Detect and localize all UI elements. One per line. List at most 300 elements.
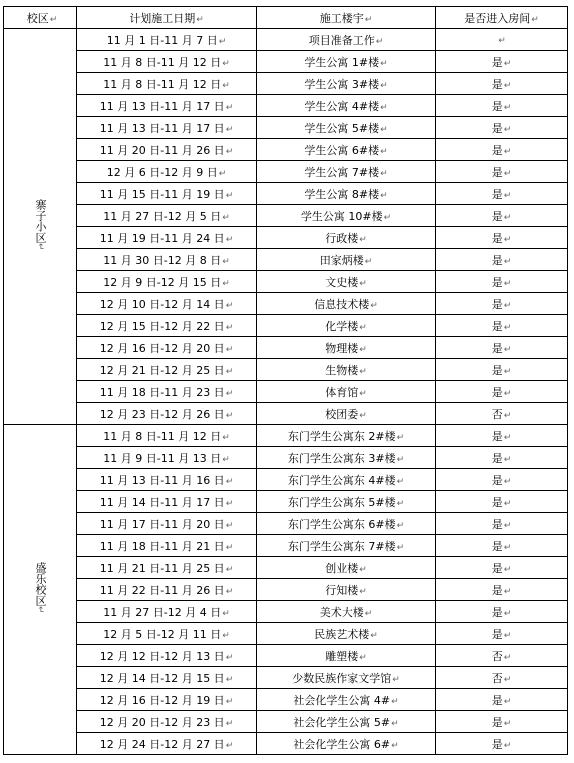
paragraph-mark: ↵ [225,740,234,751]
table-row [4,403,568,425]
paragraph-mark: ↵ [503,212,512,223]
paragraph-mark: ↵ [225,124,234,135]
enter-room-value: 是 [491,429,503,443]
planned-date: 12 月 5 日-12 月 11 日 [103,627,222,641]
paragraph-mark: ↵ [503,80,512,91]
enter-room-value: 是 [491,539,503,553]
table-row [4,359,568,381]
date-cell [77,293,257,315]
enter-room-value: 是 [491,341,503,355]
paragraph-mark: ↵ [218,168,227,179]
header-building [257,7,436,29]
planned-date: 11 月 8 日-11 月 12 日 [103,429,222,443]
table-body [4,29,568,755]
date-cell [77,337,257,359]
planned-date: 11 月 22 日-11 月 26 日 [99,583,225,597]
enter-room-cell [436,381,568,403]
building-name: 学生公寓 4#楼 [304,99,380,113]
enter-room-value: 是 [491,209,503,223]
enter-room-cell [436,139,568,161]
enter-room-value: 否 [491,407,503,421]
header-enter-room-label: 是否进入房间 [464,11,531,25]
planned-date: 11 月 15 日-11 月 19 日 [99,187,225,201]
paragraph-mark: ↵ [222,212,230,223]
paragraph-mark: ↵ [359,278,367,289]
table-row [4,689,568,711]
planned-date: 12 月 16 日-12 月 20 日 [99,341,225,355]
paragraph-mark: ↵ [503,696,512,707]
paragraph-mark: ↵ [503,190,512,201]
paragraph-mark: ↵ [218,36,227,47]
table-row [4,381,568,403]
paragraph-mark: ↵ [359,410,367,421]
construction-schedule-table [3,6,568,755]
building-cell [257,623,436,645]
paragraph-mark: ↵ [222,630,230,641]
enter-room-cell [436,29,568,51]
date-cell [77,205,257,227]
paragraph-mark: ↵ [503,146,512,157]
table-row [4,711,568,733]
building-cell [257,711,436,733]
building-cell [257,733,436,755]
paragraph-mark: ↵ [359,586,367,597]
planned-date: 12 月 16 日-12 月 19 日 [99,693,225,707]
paragraph-mark: ↵ [531,14,539,25]
enter-room-value: 是 [491,451,503,465]
paragraph-mark: ↵ [225,388,234,399]
building-cell [257,513,436,535]
planned-date: 11 月 30 日-12 月 8 日 [103,253,222,267]
enter-room-cell [436,51,568,73]
building-cell [257,183,436,205]
building-cell [257,645,436,667]
enter-room-value: 是 [491,253,503,267]
paragraph-mark: ↵ [391,696,399,707]
paragraph-mark: ↵ [35,606,45,614]
paragraph-mark: ↵ [503,586,512,597]
paragraph-mark: ↵ [503,124,512,135]
paragraph-mark: ↵ [391,718,399,729]
paragraph-mark: ↵ [222,432,230,443]
date-cell [77,469,257,491]
campus-cell [4,29,77,425]
enter-room-value: 是 [491,495,503,509]
enter-room-value: 是 [491,561,503,575]
enter-room-cell [436,227,568,249]
enter-room-cell [436,579,568,601]
date-cell [77,271,257,293]
paragraph-mark: ↵ [380,190,388,201]
enter-room-cell [436,205,568,227]
paragraph-mark: ↵ [222,608,230,619]
date-cell [77,381,257,403]
enter-room-cell [436,535,568,557]
planned-date: 11 月 18 日-11 月 23 日 [99,385,225,399]
building-cell [257,51,436,73]
enter-room-value: 是 [491,319,503,333]
campus-name: 寨子小区 [34,199,47,244]
header-date-label: 计划施工日期 [129,11,196,25]
date-cell [77,95,257,117]
paragraph-mark: ↵ [503,564,512,575]
table-row [4,183,568,205]
paragraph-mark: ↵ [225,300,234,311]
planned-date: 12 月 24 日-12 月 27 日 [99,737,225,751]
paragraph-mark: ↵ [396,476,405,487]
date-cell [77,359,257,381]
date-cell [77,623,257,645]
planned-date: 11 月 27 日-12 月 4 日 [103,605,222,619]
enter-room-value: 是 [491,77,503,91]
building-cell [257,271,436,293]
building-cell [257,315,436,337]
paragraph-mark: ↵ [225,674,234,685]
building-cell [257,337,436,359]
paragraph-mark: ↵ [380,80,388,91]
building-cell [257,359,436,381]
table-row [4,733,568,755]
enter-room-value: 是 [491,165,503,179]
paragraph-mark: ↵ [49,14,58,25]
paragraph-mark: ↵ [225,542,234,553]
building-name: 文史楼 [325,275,359,289]
paragraph-mark: ↵ [503,630,512,641]
paragraph-mark: ↵ [359,322,367,333]
planned-date: 11 月 27 日-12 月 5 日 [103,209,222,223]
planned-date: 12 月 21 日-12 月 25 日 [99,363,225,377]
planned-date: 11 月 19 日-11 月 24 日 [99,231,225,245]
table-row [4,73,568,95]
paragraph-mark: ↵ [503,542,512,553]
enter-room-value: 是 [491,605,503,619]
enter-room-value: 是 [491,627,503,641]
building-name: 体育馆 [325,385,359,399]
building-name: 雕塑楼 [325,649,359,663]
paragraph-mark: ↵ [503,300,512,311]
enter-room-cell [436,183,568,205]
paragraph-mark: ↵ [380,168,388,179]
paragraph-mark: ↵ [225,718,234,729]
paragraph-mark: ↵ [503,476,512,487]
planned-date: 12 月 15 日-12 月 22 日 [99,319,225,333]
building-name: 美术大楼 [319,605,364,619]
date-cell [77,315,257,337]
enter-room-cell [436,667,568,689]
campus-name: 盛乐校区 [34,562,47,607]
enter-room-cell [436,623,568,645]
building-name: 田家炳楼 [319,253,364,267]
planned-date: 12 月 9 日-12 月 15 日 [103,275,222,289]
building-cell [257,447,436,469]
paragraph-mark: ↵ [503,498,512,509]
paragraph-mark: ↵ [225,586,234,597]
paragraph-mark: ↵ [359,388,367,399]
planned-date: 11 月 18 日-11 月 21 日 [99,539,225,553]
enter-room-value: 是 [491,121,503,135]
date-cell [77,29,257,51]
table-row [4,469,568,491]
paragraph-mark: ↵ [391,740,399,751]
enter-room-cell [436,645,568,667]
building-name: 学生公寓 5#楼 [304,121,380,135]
enter-room-cell [436,117,568,139]
paragraph-mark: ↵ [503,652,512,663]
paragraph-mark: ↵ [503,58,512,69]
paragraph-mark: ↵ [503,102,512,113]
enter-room-value: 是 [491,231,503,245]
building-name: 民族艺术楼 [314,627,370,641]
enter-room-value: 是 [491,385,503,399]
table-row [4,293,568,315]
enter-room-cell [436,425,568,447]
building-cell [257,469,436,491]
planned-date: 11 月 13 日-11 月 17 日 [99,99,225,113]
enter-room-value: 是 [491,55,503,69]
planned-date: 11 月 14 日-11 月 17 日 [99,495,225,509]
paragraph-mark: ↵ [503,410,512,421]
table-row [4,249,568,271]
paragraph-mark: ↵ [503,454,512,465]
planned-date: 11 月 21 日-11 月 25 日 [99,561,225,575]
building-cell [257,689,436,711]
date-cell [77,161,257,183]
building-name: 学生公寓 1#楼 [304,55,380,69]
enter-room-cell [436,161,568,183]
enter-room-cell [436,271,568,293]
building-name: 学生公寓 8#楼 [304,187,380,201]
planned-date: 12 月 20 日-12 月 23 日 [99,715,225,729]
paragraph-mark: ↵ [396,520,405,531]
building-name: 信息技术楼 [314,297,370,311]
building-cell [257,139,436,161]
paragraph-mark: ↵ [370,300,378,311]
header-building-label: 施工楼宇 [319,11,364,25]
paragraph-mark: ↵ [35,243,45,251]
paragraph-mark: ↵ [225,190,234,201]
paragraph-mark: ↵ [503,608,512,619]
planned-date: 11 月 8 日-11 月 12 日 [103,55,222,69]
building-name: 学生公寓 10#楼 [300,209,383,223]
paragraph-mark: ↵ [222,58,230,69]
paragraph-mark: ↵ [498,36,506,46]
building-name: 社会化学生公寓 4# [293,693,391,707]
building-name: 东门学生公寓东 5#楼 [287,495,396,509]
paragraph-mark: ↵ [225,146,234,157]
paragraph-mark: ↵ [503,674,512,685]
enter-room-cell [436,95,568,117]
enter-room-cell [436,469,568,491]
paragraph-mark: ↵ [503,278,512,289]
building-name: 东门学生公寓东 4#楼 [287,473,396,487]
paragraph-mark: ↵ [380,58,388,69]
building-name: 物理楼 [325,341,359,355]
date-cell [77,513,257,535]
building-name: 行知楼 [325,583,359,597]
enter-room-cell [436,733,568,755]
paragraph-mark: ↵ [380,146,388,157]
planned-date: 12 月 6 日-12 月 9 日 [106,165,218,179]
table-row [4,579,568,601]
paragraph-mark: ↵ [225,410,234,421]
building-cell [257,161,436,183]
date-cell [77,667,257,689]
enter-room-value: 是 [491,737,503,751]
building-cell [257,667,436,689]
paragraph-mark: ↵ [225,696,234,707]
building-name: 东门学生公寓东 6#楼 [287,517,396,531]
enter-room-cell [436,403,568,425]
date-cell [77,733,257,755]
paragraph-mark: ↵ [225,366,234,377]
table-row [4,337,568,359]
enter-room-value: 是 [491,275,503,289]
paragraph-mark: ↵ [225,322,234,333]
header-campus [4,7,77,29]
paragraph-mark: ↵ [503,256,512,267]
table-row [4,271,568,293]
enter-room-cell [436,73,568,95]
enter-room-value: 是 [491,517,503,531]
table-row [4,205,568,227]
building-name: 化学楼 [325,319,359,333]
campus-cell [4,425,77,755]
paragraph-mark: ↵ [503,366,512,377]
enter-room-value: 否 [491,649,503,663]
paragraph-mark: ↵ [503,740,512,751]
enter-room-cell [436,315,568,337]
paragraph-mark: ↵ [225,652,234,663]
enter-room-value: 是 [491,99,503,113]
paragraph-mark: ↵ [222,80,230,91]
enter-room-value: 是 [491,583,503,597]
date-cell [77,403,257,425]
enter-room-cell [436,689,568,711]
planned-date: 11 月 13 日-11 月 17 日 [99,121,225,135]
paragraph-mark: ↵ [396,498,405,509]
paragraph-mark: ↵ [503,234,512,245]
table-row [4,557,568,579]
paragraph-mark: ↵ [225,344,234,355]
enter-room-value: 是 [491,363,503,377]
table-row [4,29,568,51]
paragraph-mark: ↵ [359,344,367,355]
enter-room-cell [436,601,568,623]
date-cell [77,447,257,469]
paragraph-mark: ↵ [225,234,234,245]
paragraph-mark: ↵ [503,718,512,729]
building-cell [257,579,436,601]
building-name: 创业楼 [325,561,359,575]
enter-room-value: 是 [491,693,503,707]
paragraph-mark: ↵ [503,388,512,399]
enter-room-cell [436,337,568,359]
paragraph-mark: ↵ [225,498,234,509]
building-cell [257,381,436,403]
table-row [4,623,568,645]
date-cell [77,557,257,579]
enter-room-cell [436,249,568,271]
table-row [4,117,568,139]
date-cell [77,491,257,513]
building-name: 学生公寓 3#楼 [304,77,380,91]
building-cell [257,29,436,51]
paragraph-mark: ↵ [370,630,378,641]
building-name: 东门学生公寓东 2#楼 [287,429,396,443]
paragraph-mark: ↵ [359,564,367,575]
enter-room-value: 是 [491,143,503,157]
building-cell [257,535,436,557]
table-row [4,645,568,667]
paragraph-mark: ↵ [364,14,373,25]
date-cell [77,227,257,249]
building-cell [257,491,436,513]
building-cell [257,205,436,227]
building-name: 校团委 [325,407,359,421]
date-cell [77,249,257,271]
table-row [4,491,568,513]
paragraph-mark: ↵ [359,652,367,663]
date-cell [77,579,257,601]
header-campus-label: 校区 [26,11,49,25]
paragraph-mark: ↵ [222,256,230,267]
building-name: 学生公寓 7#楼 [304,165,380,179]
paragraph-mark: ↵ [225,564,234,575]
table-row [4,535,568,557]
date-cell [77,535,257,557]
building-name: 社会化学生公寓 5# [293,715,391,729]
date-cell [77,689,257,711]
table-row [4,447,568,469]
table-row [4,227,568,249]
enter-room-cell [436,491,568,513]
building-cell [257,73,436,95]
building-cell [257,117,436,139]
planned-date: 11 月 17 日-11 月 20 日 [99,517,225,531]
date-cell [77,117,257,139]
paragraph-mark: ↵ [380,102,388,113]
paragraph-mark: ↵ [392,674,400,685]
building-cell [257,403,436,425]
paragraph-mark: ↵ [380,124,388,135]
date-cell [77,645,257,667]
paragraph-mark: ↵ [359,234,367,245]
paragraph-mark: ↵ [503,344,512,355]
building-name: 少数民族作家文学馆 [292,671,392,685]
building-name: 东门学生公寓东 3#楼 [287,451,396,465]
header-row [4,7,568,29]
table-row [4,513,568,535]
paragraph-mark: ↵ [503,520,512,531]
date-cell [77,73,257,95]
planned-date: 11 月 1 日-11 月 7 日 [106,33,218,47]
paragraph-mark: ↵ [396,454,405,465]
paragraph-mark: ↵ [364,256,373,267]
building-name: 东门学生公寓东 7#楼 [287,539,396,553]
enter-room-cell [436,293,568,315]
table-row [4,315,568,337]
planned-date: 12 月 23 日-12 月 26 日 [99,407,225,421]
paragraph-mark: ↵ [222,278,230,289]
enter-room-value: 否 [491,671,503,685]
paragraph-mark: ↵ [503,322,512,333]
paragraph-mark: ↵ [196,14,204,25]
table-row [4,425,568,447]
table-row [4,139,568,161]
building-cell [257,227,436,249]
paragraph-mark: ↵ [503,432,512,443]
enter-room-cell [436,711,568,733]
